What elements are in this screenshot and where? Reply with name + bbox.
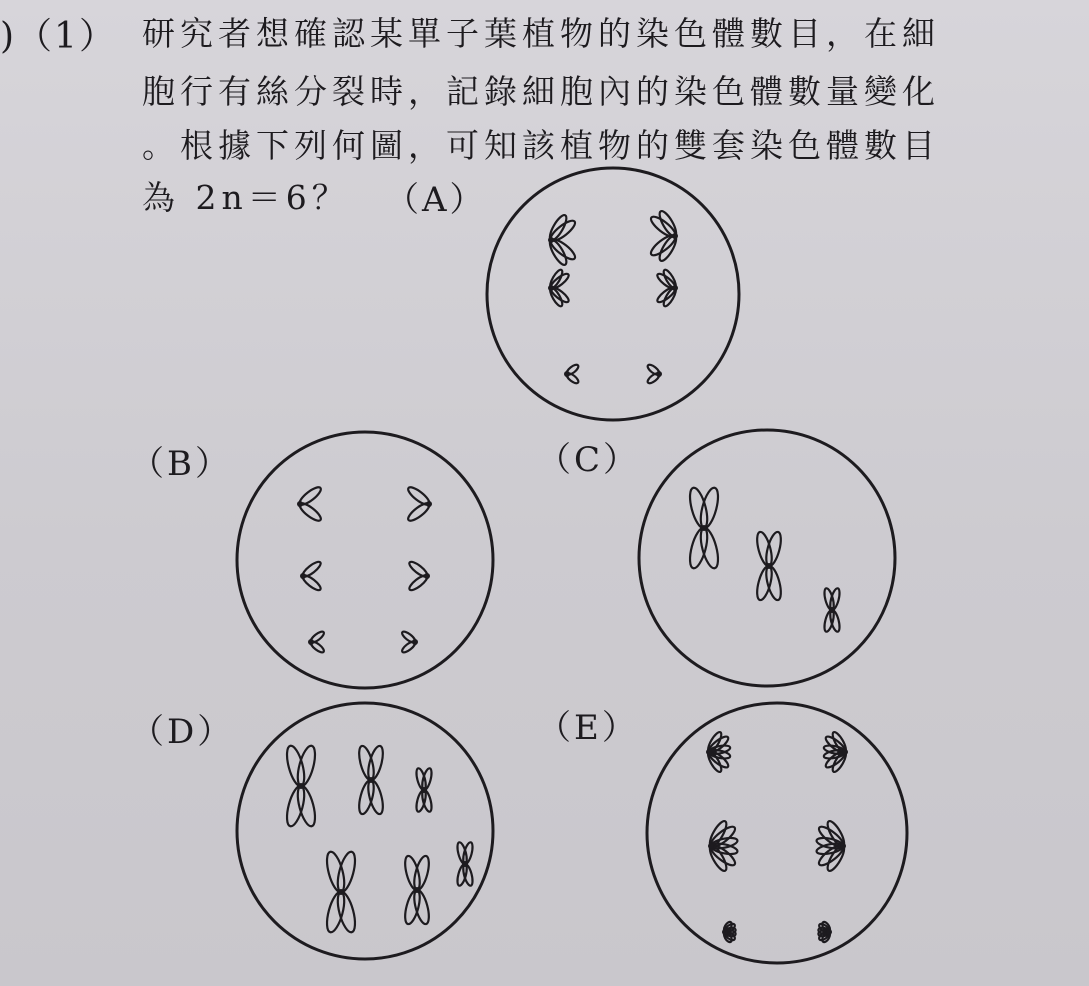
chromosome-group bbox=[706, 730, 849, 943]
centromere bbox=[421, 787, 427, 793]
cell-membrane bbox=[237, 703, 493, 959]
centromere bbox=[308, 639, 314, 645]
centromere bbox=[840, 843, 846, 849]
question-text-line-3: 。根據下列何圖，可知該植物的雙套染色體數目 bbox=[142, 126, 940, 165]
option-d-label[interactable]: （D） bbox=[130, 712, 235, 752]
cell-membrane bbox=[647, 703, 907, 963]
centromere bbox=[412, 639, 418, 645]
centromere bbox=[701, 525, 707, 531]
question-text-line-2: 胞行有絲分裂時，記錄細胞內的染色體數量變化 bbox=[142, 72, 940, 111]
centromere bbox=[424, 573, 430, 579]
cell-membrane bbox=[487, 168, 739, 420]
centromere bbox=[826, 929, 832, 935]
centromere bbox=[722, 929, 728, 935]
centromere bbox=[548, 285, 554, 291]
centromere bbox=[414, 887, 420, 893]
centromere bbox=[766, 563, 772, 569]
centromere bbox=[829, 607, 835, 613]
centromere bbox=[548, 237, 554, 243]
chromosome-group bbox=[547, 209, 679, 385]
chromosome-group bbox=[687, 486, 842, 633]
centromere bbox=[842, 749, 848, 755]
centromere bbox=[672, 285, 678, 291]
question-text-line-1: 研究者想確認某單子葉植物的染色體數目，在細 bbox=[142, 14, 940, 53]
cell-diagram-e[interactable] bbox=[645, 700, 909, 966]
chromosome-group bbox=[297, 485, 432, 655]
option-a-label[interactable]: （A） bbox=[385, 180, 487, 220]
centromere bbox=[708, 843, 714, 849]
question-text-line-4: 為 2n＝6？ bbox=[142, 178, 350, 217]
centromere bbox=[656, 371, 662, 377]
centromere bbox=[368, 777, 374, 783]
centromere bbox=[300, 573, 306, 579]
centromere bbox=[564, 371, 570, 377]
cell-diagram-d[interactable] bbox=[235, 700, 497, 962]
cell-diagram-a[interactable] bbox=[483, 168, 745, 424]
cell-diagram-b[interactable] bbox=[235, 432, 497, 690]
option-b-label[interactable]: （B） bbox=[130, 444, 232, 484]
centromere bbox=[672, 233, 678, 239]
cell-diagram-c[interactable] bbox=[637, 428, 899, 688]
centromere bbox=[297, 501, 303, 507]
centromere bbox=[338, 889, 344, 895]
centromere bbox=[706, 749, 712, 755]
centromere bbox=[298, 783, 304, 789]
centromere bbox=[462, 861, 468, 867]
option-c-label[interactable]: （C） bbox=[537, 440, 641, 480]
question-number: )（1） bbox=[0, 16, 117, 57]
cell-membrane bbox=[237, 432, 493, 688]
option-e-label[interactable]: （E） bbox=[537, 708, 639, 748]
centromere bbox=[426, 501, 432, 507]
chromosome-group bbox=[284, 744, 475, 934]
